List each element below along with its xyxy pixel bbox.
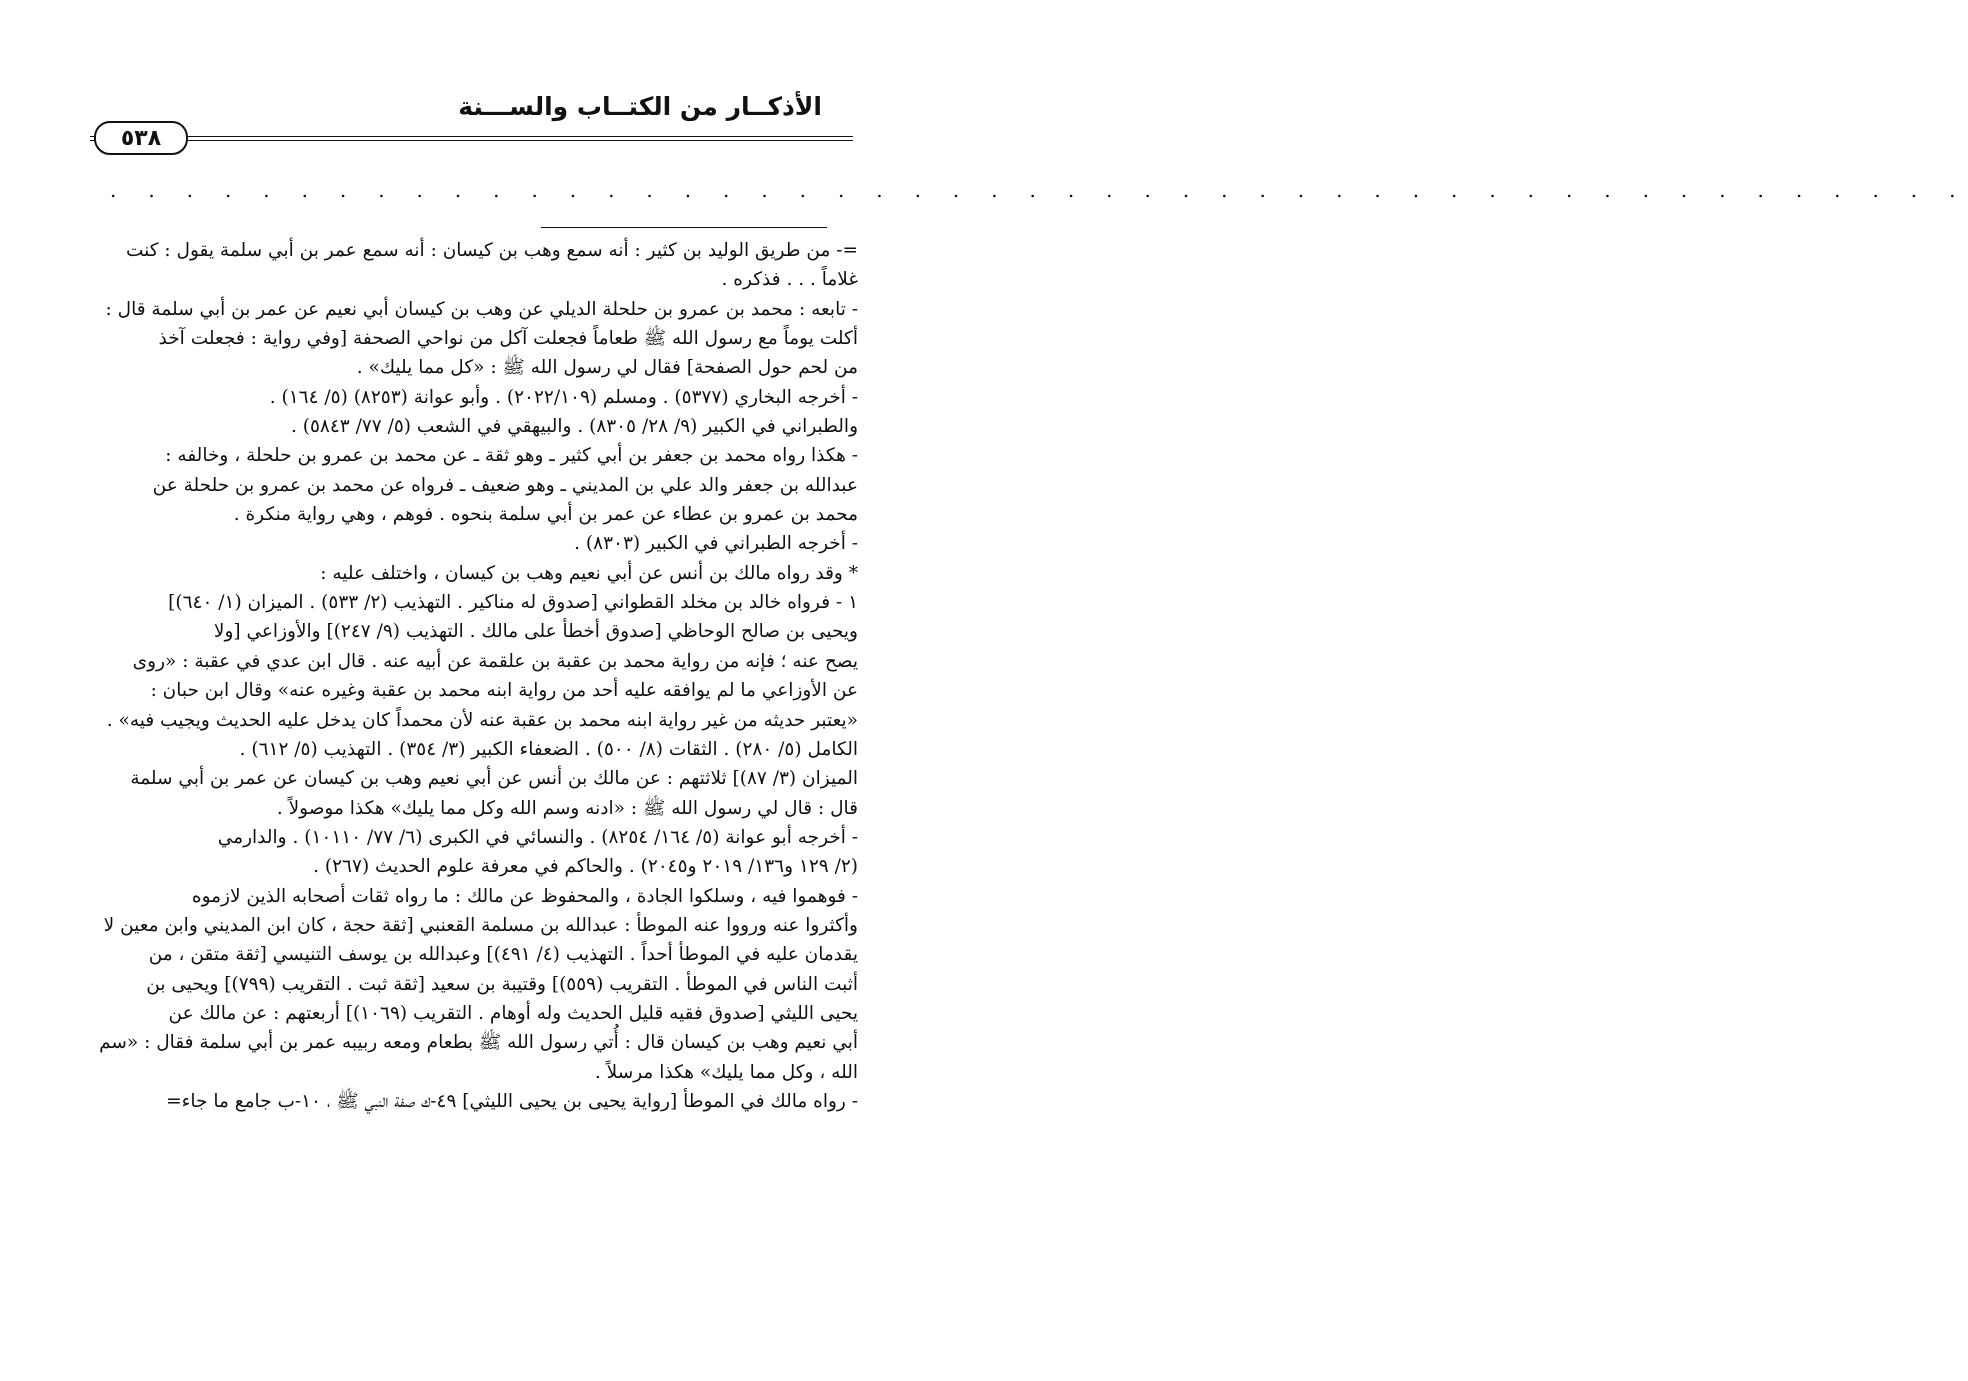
text-line: محمد بن عمرو بن عطاء عن عمر بن أبي سلمة بنحوه . فوهم ، وهي رواية منكرة . bbox=[233, 504, 858, 526]
text-line: أكلت يوماً مع رسول الله ﷺ طعاماً فجعلت آكل من نواحي الصحفة [وفي رواية : فجعلت آخذ bbox=[158, 328, 858, 350]
text-line: الكامل (٥/ ٢٨٠) . الثقات (٨/ ٥٠٠) . الضعفاء الكبير (٣/ ٣٥٤) . التهذيب (٥/ ٦١٢) . bbox=[239, 738, 858, 760]
text-line: «يعتبر حديثه من غير رواية ابنه محمد بن عقبة عنه لأن محمداً كان يدخل عليه الحديث ويجيب فيه» . bbox=[106, 709, 858, 731]
running-title: الأذكــار من الكتــاب والســـنة bbox=[458, 92, 822, 121]
text-line: غلاماً . . . فذكره . bbox=[721, 269, 858, 291]
text-line: - رواه مالك في الموطأ [رواية يحيى بن يحيى الليثي] ٤٩-ك صفة النبي ﷺ ، ١٠-ب جامع ما جاء= bbox=[166, 1090, 858, 1112]
text-line: (٢/ ١٢٩ و١٣٦/ ٢٠١٩ و٢٠٤٥) . والحاكم في معرفة علوم الحديث (٢٦٧) . bbox=[313, 856, 858, 878]
text-line: يصح عنه ؛ فإنه من رواية محمد بن عقبة بن علقمة عن أبيه عنه . قال ابن عدي في عقبة : «روى bbox=[132, 650, 858, 672]
text-line: قال : قال لي رسول الله ﷺ : «ادنه وسم الله وكل مما يليك» هكذا موصولاً . bbox=[276, 797, 858, 819]
text-line: أبي نعيم وهب بن كيسان قال : أُتي رسول الله ﷺ بطعام ومعه ربيبه عمر بن أبي سلمة فقال : «سم bbox=[99, 1032, 858, 1054]
text-line: - تابعه : محمد بن عمرو بن حلحلة الديلي عن وهب بن كيسان أبي نعيم عن عمر بن أبي سلمة قال : bbox=[105, 298, 858, 320]
text-line: يحيى الليثي [صدوق فقيه قليل الحديث وله أوهام . التقريب (١٠٦٩)] أربعتهم : عن مالك عن bbox=[168, 1002, 858, 1024]
text-line: يقدمان عليه في الموطأ أحداً . التهذيب (٤/ ٤٩١)] وعبدالله بن يوسف التنيسي [ثقة متقن ، من bbox=[148, 944, 858, 966]
text-line: عبدالله بن جعفر والد علي بن المديني ـ وهو ضعيف ـ فرواه عن محمد بن عمرو بن حلحلة عن bbox=[152, 474, 858, 496]
footnote-body bbox=[86, 236, 858, 1116]
separator-dots: . . . . . . . . . . . . . . . . . . . . . . . . . . . . . . . . . . . . . . . . . . . . . . . . . bbox=[110, 178, 1968, 202]
text-line: الميزان (٣/ ٨٧)] ثلاثتهم : عن مالك بن أنس عن أبي نعيم وهب بن كيسان عن عمر بن أبي سلمة bbox=[130, 768, 858, 790]
page-number: ٥٣٨ bbox=[94, 121, 188, 155]
text-line: - هكذا رواه محمد بن جعفر بن أبي كثير ـ وهو ثقة ـ عن محمد بن عمرو بن حلحلة ، وخالفه : bbox=[165, 445, 858, 467]
text-line: وأكثروا عنه ورووا عنه الموطأ : عبدالله بن مسلمة القعنبي [ثقة حجة ، كان ابن المديني وابن معين لا bbox=[103, 914, 858, 936]
text-line: ويحيى بن صالح الوحاظي [صدوق أخطأ على مالك . التهذيب (٩/ ٢٤٧)] والأوزاعي [ولا bbox=[213, 621, 858, 643]
footnote-rule bbox=[541, 227, 827, 228]
text-line: - فوهموا فيه ، وسلكوا الجادة ، والمحفوظ عن مالك : ما رواه ثقات أصحابه الذين لازموه bbox=[191, 885, 858, 907]
header-rule bbox=[90, 136, 853, 141]
text-line: أثبت الناس في الموطأ . التقريب (٥٥٩)] وقتيبة بن سعيد [ثقة ثبت . التقريب (٧٩٩)] ويحيى بن bbox=[146, 973, 858, 995]
text-line: - أخرجه أبو عوانة (٥/ ١٦٤/ ٨٢٥٤) . والنسائي في الكبرى (٦/ ٧٧/ ١٠١١٠) . والدارمي bbox=[217, 826, 858, 848]
text-line: من لحم حول الصفحة] فقال لي رسول الله ﷺ : «كل مما يليك» . bbox=[356, 357, 858, 379]
text-line: * وقد رواه مالك بن أنس عن أبي نعيم وهب بن كيسان ، واختلف عليه : bbox=[320, 562, 858, 584]
text-line: والطبراني في الكبير (٩/ ٢٨/ ٨٣٠٥) . والبيهقي في الشعب (٥/ ٧٧/ ٥٨٤٣) . bbox=[290, 416, 858, 438]
text-line: ١ - فرواه خالد بن مخلد القطواني [صدوق له مناكير . التهذيب (٢/ ٥٣٣) . الميزان (١/ ٦٤٠)] bbox=[168, 592, 858, 614]
text-line: =- من طريق الوليد بن كثير : أنه سمع وهب بن كيسان : أنه سمع عمر بن أبي سلمة يقول : كنت bbox=[125, 240, 858, 261]
text-line: - أخرجه الطبراني في الكبير (٨٣٠٣) . bbox=[574, 533, 858, 555]
text-line: الله ، وكل مما يليك» هكذا مرسلاً . bbox=[594, 1061, 858, 1083]
text-line: عن الأوزاعي ما لم يوافقه عليه أحد من رواية ابنه محمد بن عقبة وغيره عنه» وقال ابن حبان : bbox=[150, 680, 858, 702]
text-line: - أخرجه البخاري (٥٣٧٧) . ومسلم (٢٠٢٢/١٠٩) . وأبو عوانة (٨٢٥٣) (٥/ ١٦٤) . bbox=[269, 386, 858, 408]
